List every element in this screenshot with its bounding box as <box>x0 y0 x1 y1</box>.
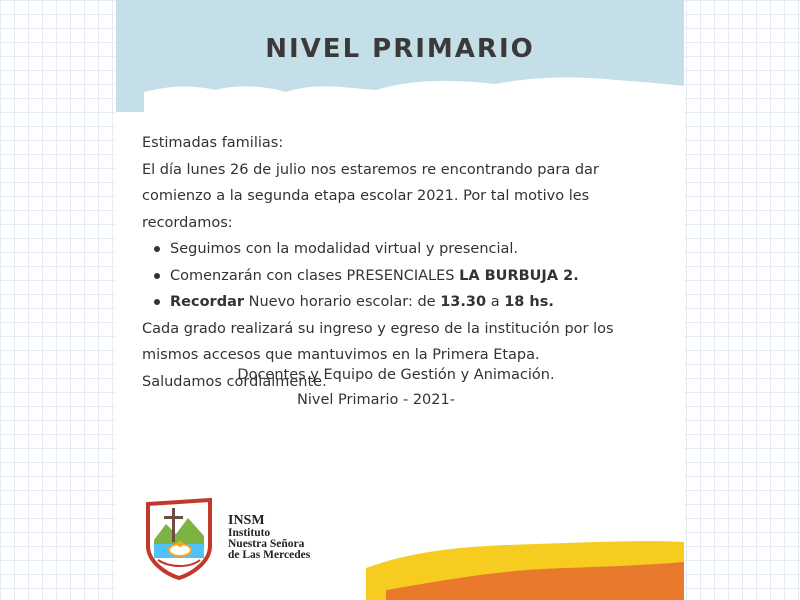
school-name-line: de Las Mercedes <box>228 549 311 561</box>
reminder-list <box>142 236 662 316</box>
announcement-card <box>116 0 684 600</box>
message-body <box>142 130 662 395</box>
list-item <box>154 236 662 263</box>
intro-paragraph: El día lunes 26 de julio nos estaremos re encontrando para dar comienzo a la segunda etapa escolar 2021. Por tal motivo les recordamos: <box>142 161 599 231</box>
school-acronym: INSM <box>228 513 265 528</box>
closing-text: Saludamos cordialmente. <box>142 373 327 390</box>
end-time: 18 hs. <box>504 294 554 310</box>
page-title: NIVEL PRIMARIO <box>265 34 535 64</box>
header-splash <box>116 62 684 112</box>
access-paragraph: Cada grado realizará su ingreso y egreso de la institución por los mismos accesos que mantuvimos en la Primera Etapa. <box>142 320 614 363</box>
list-item <box>154 289 662 316</box>
school-shield-logo <box>142 494 216 580</box>
bullet-text: Comenzarán con clases PRESENCIALES <box>170 267 460 284</box>
bullet-bold-text: Recordar <box>170 294 245 310</box>
signature-line: Nivel Primario - 2021- <box>297 392 455 408</box>
school-name-line: Instituto <box>228 527 271 539</box>
signature-line: Docentes y Equipo de Gestión y Animación. <box>237 367 555 383</box>
bullet-text: a <box>486 294 505 310</box>
bullet-text: Seguimos con la modalidad virtual y presencial. <box>170 241 519 257</box>
start-time: 13.30 <box>440 294 487 310</box>
greeting-text: Estimadas familias: <box>142 135 284 151</box>
school-name-line: Nuestra Señora <box>228 538 305 550</box>
list-item <box>154 263 662 290</box>
bullet-text: Nuevo horario escolar: de <box>244 294 441 310</box>
school-name-block <box>228 514 310 561</box>
bullet-bold-text: LA BURBUJA 2. <box>459 267 579 284</box>
